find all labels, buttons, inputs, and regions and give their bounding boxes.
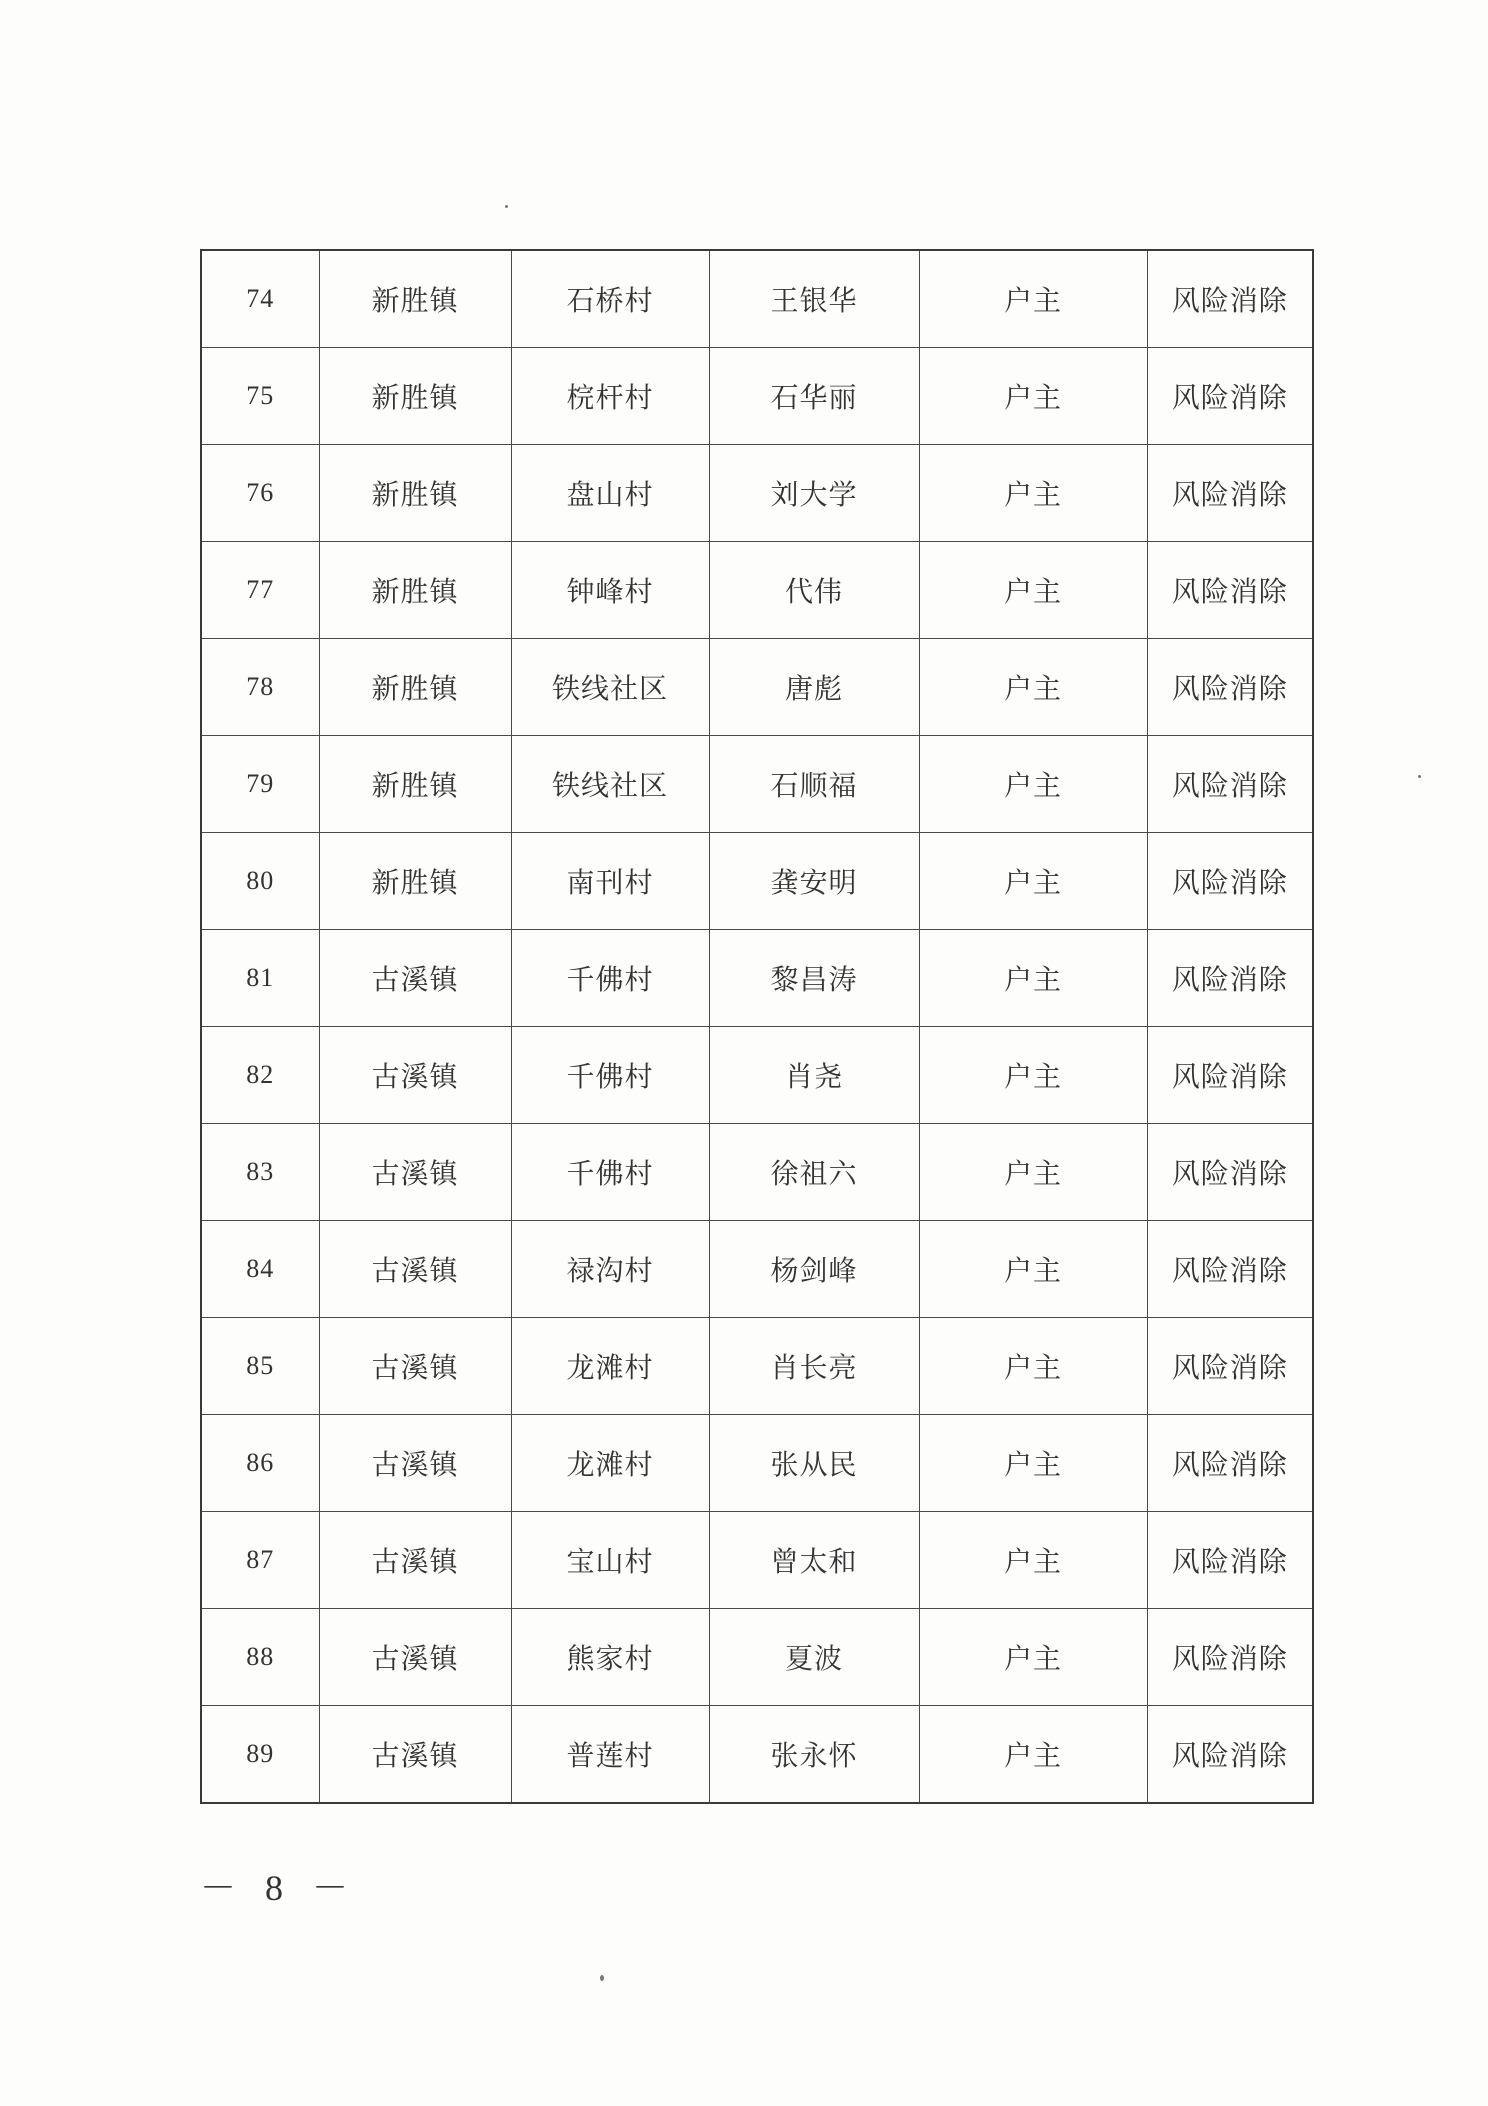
cell-number: 86	[201, 1415, 319, 1512]
scan-speck	[600, 1975, 604, 1981]
cell-name: 王银华	[709, 250, 919, 348]
cell-relation: 户主	[919, 250, 1147, 348]
cell-status: 风险消除	[1147, 348, 1313, 445]
table-row	[201, 542, 1313, 639]
cell-village: 石桥村	[511, 250, 709, 348]
cell-relation: 户主	[919, 1512, 1147, 1609]
cell-town: 古溪镇	[319, 1706, 511, 1804]
cell-status: 风险消除	[1147, 1221, 1313, 1318]
cell-number: 78	[201, 639, 319, 736]
cell-town: 古溪镇	[319, 1124, 511, 1221]
cell-village: 龙滩村	[511, 1318, 709, 1415]
cell-town: 新胜镇	[319, 348, 511, 445]
cell-village: 普莲村	[511, 1706, 709, 1804]
cell-town: 古溪镇	[319, 1512, 511, 1609]
cell-number: 84	[201, 1221, 319, 1318]
cell-status: 风险消除	[1147, 930, 1313, 1027]
cell-village: 熊家村	[511, 1609, 709, 1706]
cell-name: 代伟	[709, 542, 919, 639]
cell-town: 新胜镇	[319, 250, 511, 348]
cell-village: 铁线社区	[511, 736, 709, 833]
cell-number: 85	[201, 1318, 319, 1415]
cell-number: 80	[201, 833, 319, 930]
cell-name: 杨剑峰	[709, 1221, 919, 1318]
cell-number: 88	[201, 1609, 319, 1706]
cell-number: 76	[201, 445, 319, 542]
cell-town: 古溪镇	[319, 1609, 511, 1706]
cell-relation: 户主	[919, 542, 1147, 639]
cell-relation: 户主	[919, 1415, 1147, 1512]
cell-name: 龚安明	[709, 833, 919, 930]
cell-status: 风险消除	[1147, 250, 1313, 348]
cell-town: 新胜镇	[319, 542, 511, 639]
table-row	[201, 1027, 1313, 1124]
cell-name: 张从民	[709, 1415, 919, 1512]
table-row	[201, 1415, 1313, 1512]
cell-village: 禄沟村	[511, 1221, 709, 1318]
table-row	[201, 1706, 1313, 1804]
table-row	[201, 348, 1313, 445]
cell-relation: 户主	[919, 736, 1147, 833]
table-row	[201, 1318, 1313, 1415]
table-row	[201, 1124, 1313, 1221]
cell-village: 千佛村	[511, 930, 709, 1027]
cell-town: 新胜镇	[319, 639, 511, 736]
cell-relation: 户主	[919, 1124, 1147, 1221]
cell-name: 曾太和	[709, 1512, 919, 1609]
table-row	[201, 1221, 1313, 1318]
cell-number: 74	[201, 250, 319, 348]
cell-status: 风险消除	[1147, 1318, 1313, 1415]
cell-status: 风险消除	[1147, 639, 1313, 736]
cell-name: 石顺福	[709, 736, 919, 833]
cell-village: 钟峰村	[511, 542, 709, 639]
cell-number: 83	[201, 1124, 319, 1221]
cell-town: 古溪镇	[319, 1221, 511, 1318]
cell-status: 风险消除	[1147, 1706, 1313, 1804]
cell-name: 刘大学	[709, 445, 919, 542]
cell-status: 风险消除	[1147, 736, 1313, 833]
cell-village: 宝山村	[511, 1512, 709, 1609]
cell-name: 唐彪	[709, 639, 919, 736]
table-row	[201, 736, 1313, 833]
cell-town: 新胜镇	[319, 445, 511, 542]
cell-status: 风险消除	[1147, 1415, 1313, 1512]
cell-status: 风险消除	[1147, 1027, 1313, 1124]
cell-relation: 户主	[919, 930, 1147, 1027]
cell-relation: 户主	[919, 348, 1147, 445]
cell-village: 南刊村	[511, 833, 709, 930]
cell-number: 79	[201, 736, 319, 833]
cell-relation: 户主	[919, 1027, 1147, 1124]
table-row	[201, 250, 1313, 348]
cell-number: 89	[201, 1706, 319, 1804]
cell-name: 徐祖六	[709, 1124, 919, 1221]
cell-town: 古溪镇	[319, 1415, 511, 1512]
cell-town: 古溪镇	[319, 930, 511, 1027]
cell-village: 铁线社区	[511, 639, 709, 736]
table-row	[201, 1512, 1313, 1609]
table-row	[201, 1609, 1313, 1706]
page-number: － 8 －	[200, 1868, 359, 1908]
cell-number: 77	[201, 542, 319, 639]
cell-status: 风险消除	[1147, 1124, 1313, 1221]
cell-name: 肖长亮	[709, 1318, 919, 1415]
cell-relation: 户主	[919, 833, 1147, 930]
cell-relation: 户主	[919, 1318, 1147, 1415]
cell-number: 75	[201, 348, 319, 445]
cell-relation: 户主	[919, 639, 1147, 736]
cell-village: 龙滩村	[511, 1415, 709, 1512]
cell-status: 风险消除	[1147, 542, 1313, 639]
cell-name: 石华丽	[709, 348, 919, 445]
cell-name: 张永怀	[709, 1706, 919, 1804]
cell-relation: 户主	[919, 445, 1147, 542]
table-row	[201, 833, 1313, 930]
cell-number: 87	[201, 1512, 319, 1609]
cell-status: 风险消除	[1147, 1512, 1313, 1609]
cell-village: 梡杆村	[511, 348, 709, 445]
cell-village: 千佛村	[511, 1027, 709, 1124]
cell-name: 肖尧	[709, 1027, 919, 1124]
cell-town: 古溪镇	[319, 1318, 511, 1415]
cell-status: 风险消除	[1147, 1609, 1313, 1706]
cell-name: 夏波	[709, 1609, 919, 1706]
household-list-table	[200, 249, 1314, 1804]
table-row	[201, 445, 1313, 542]
cell-number: 81	[201, 930, 319, 1027]
cell-relation: 户主	[919, 1706, 1147, 1804]
cell-town: 古溪镇	[319, 1027, 511, 1124]
cell-village: 盘山村	[511, 445, 709, 542]
cell-relation: 户主	[919, 1221, 1147, 1318]
table-row	[201, 930, 1313, 1027]
cell-name: 黎昌涛	[709, 930, 919, 1027]
cell-village: 千佛村	[511, 1124, 709, 1221]
table-row	[201, 639, 1313, 736]
cell-town: 新胜镇	[319, 833, 511, 930]
scan-speck	[1418, 775, 1421, 778]
cell-number: 82	[201, 1027, 319, 1124]
table-body	[201, 250, 1313, 1803]
cell-status: 风险消除	[1147, 445, 1313, 542]
scan-speck	[505, 205, 508, 208]
cell-status: 风险消除	[1147, 833, 1313, 930]
cell-town: 新胜镇	[319, 736, 511, 833]
cell-relation: 户主	[919, 1609, 1147, 1706]
